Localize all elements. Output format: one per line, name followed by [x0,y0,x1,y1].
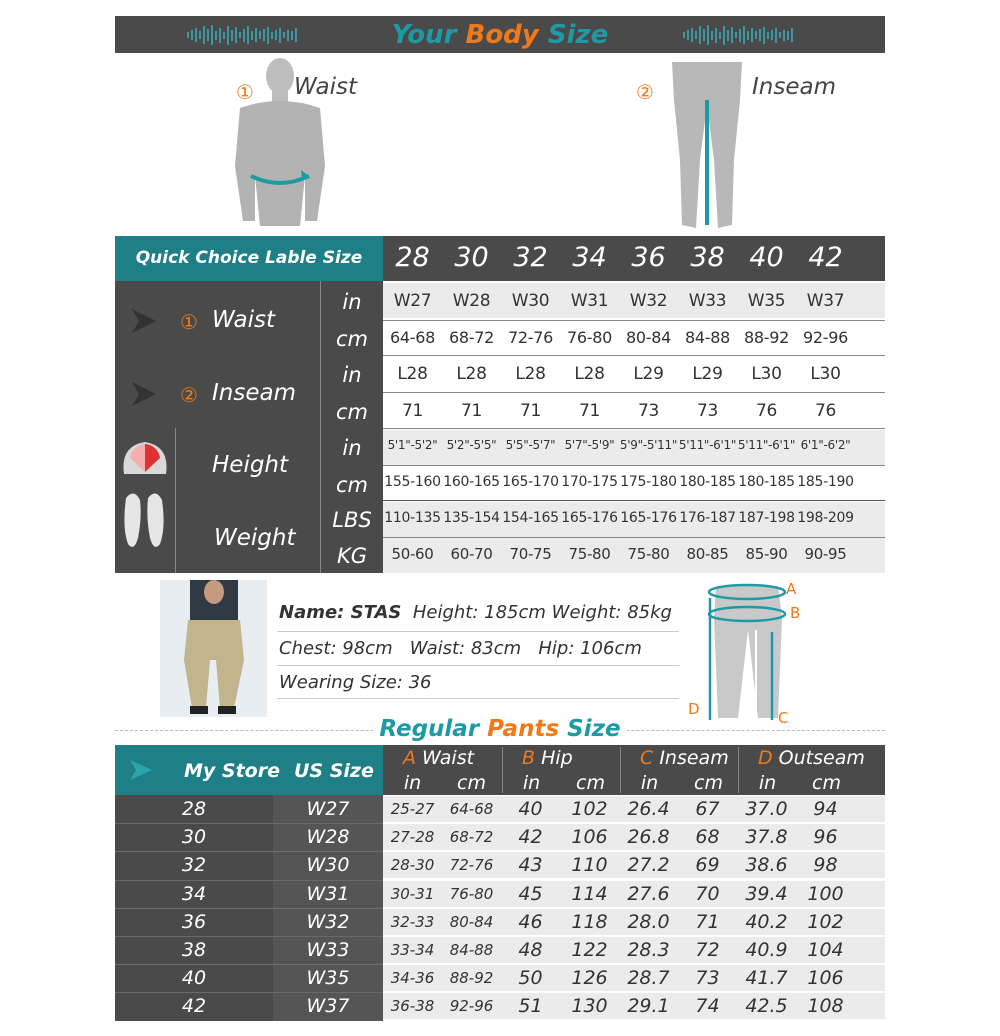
size-header-value: 34 [572,242,607,273]
sub-header-in: in [640,772,659,794]
row-separator [383,355,885,356]
weighing-scale-icon [120,438,170,478]
us-size-value: W28 [306,826,350,849]
measurement-cell: 37.8 [745,826,788,849]
measurement-cell: 34-36 [390,969,435,988]
icon-column-divider [175,428,176,573]
quick-table-cell: 60-70 [450,545,493,563]
row-separator [115,964,383,965]
size-header-value: 28 [395,242,430,273]
measurement-group-header [403,747,474,769]
quick-table-cell: 154-165 [502,510,559,526]
group-divider [738,747,739,793]
model-wearing-size: Wearing Size: 36 [279,672,432,693]
quick-table-cell: W37 [806,291,845,311]
group-letter: B [522,747,536,769]
sub-header-in: in [758,772,777,794]
measurement-cell: 40 [518,798,543,820]
quick-table-cell: 110-135 [384,510,441,526]
my-store-size: 30 [181,826,207,849]
quick-table-cell: 6'1"-6'2" [800,438,851,452]
group-name: Hip [535,747,573,769]
group-divider [502,747,503,793]
group-name: Waist [416,747,475,769]
my-store-size: 32 [181,854,207,877]
measurement-cell: 36-38 [390,997,435,1016]
size-header-value: 36 [631,242,666,273]
quick-table-cell: 5'7"-5'9" [564,438,615,452]
inseam-figure-label: Inseam [752,74,836,100]
quick-choice-header-label: Quick Choice Lable Size [135,248,363,268]
diagram-label-b: B [790,604,801,622]
quick-table-cell: 160-165 [443,474,500,490]
sub-header-in: in [403,772,422,794]
model-weight: Weight: 85kg [551,602,672,623]
measurement-cell: 27.6 [627,882,670,905]
quick-table-cell: 75-80 [568,545,611,563]
quick-table-cell: 64-68 [390,328,435,347]
measurement-cell: 110 [571,854,608,877]
measurement-cell: 50 [518,967,543,990]
quick-table-cell: 75-80 [627,545,670,563]
inseam-number-marker: ② [636,80,654,104]
size-header-value: 30 [454,242,489,273]
measurement-cell: 71 [695,910,720,933]
measurement-cell: 39.4 [745,882,788,905]
weight-kg-unit: KG [336,544,368,568]
model-waist: Waist: 83cm [409,638,522,659]
quick-table-cell: 198-209 [797,510,854,526]
regular-pants-title [0,716,1000,742]
banner-word-your: Your [391,20,457,50]
measurement-cell: 28.0 [627,910,670,933]
measurement-cell: 28.3 [627,939,670,961]
measurement-cell: 32-33 [390,912,435,931]
measurement-cell: 37.0 [745,798,788,820]
measurement-cell: 74 [695,995,720,1018]
legs-figure-illustration [662,60,752,232]
title-banner [115,16,885,53]
height-row-label: Height [212,452,289,478]
measurement-cell: 126 [571,967,608,990]
measurement-cell: 67 [695,798,720,820]
measurement-cell: 48 [518,939,543,961]
quick-table-cell: 5'2"-5'5" [446,438,497,452]
model-photo [160,580,267,717]
row-separator [115,823,383,824]
row-separator [383,500,885,501]
measurement-cell: 118 [571,910,608,933]
group-divider [620,747,621,793]
group-name: Outseam [772,747,865,769]
measurement-cell: 28-30 [390,856,435,875]
quick-table-cell: 73 [696,401,719,421]
sub-header-in: in [522,772,541,794]
measurement-cell: 64-68 [449,800,494,818]
quick-table-cell: 68-72 [449,328,494,347]
my-store-size: 40 [181,967,207,990]
banner-word-body: Body [465,20,539,50]
diagram-label-d: D [688,700,700,718]
weight-row-label: Weight [214,525,296,551]
footprints-icon [120,488,170,554]
quick-table-cell: W27 [393,291,432,311]
measurement-cell: 25-27 [390,800,435,818]
measurement-cell: 40.9 [745,939,788,961]
measurement-cell: 94 [813,798,838,820]
inseam-row-number: ② [180,383,198,407]
quick-table-cell: 135-154 [443,510,500,526]
us-size-value: W33 [306,939,350,961]
arrow-pointer-icon [130,307,158,335]
pants-word: Pants [487,716,560,742]
measurement-cell: 108 [807,995,844,1018]
us-size-value: W35 [306,967,350,990]
diagram-label-a: A [786,580,797,598]
model-height: Height: 185cm [412,602,546,623]
sub-header-cm: cm [812,772,841,794]
measurement-cell: 98 [813,854,838,877]
banner-word-size: Size [547,20,609,50]
measurement-cell: 73 [695,967,720,990]
quick-table-cell: 165-176 [620,510,677,526]
quick-table-cell: W31 [570,291,609,311]
row-separator [115,851,383,852]
size-header-value: 40 [749,242,784,273]
quick-table-cell: 76 [755,401,778,421]
measurement-cell: 40.2 [745,910,788,933]
measurement-cell: 42.5 [745,995,788,1018]
quick-table-cell: 76 [814,401,837,421]
measurement-cell: 68 [695,826,720,849]
quick-table-cell: W35 [747,291,786,311]
my-store-header: My Store [184,760,280,782]
measurement-cell: 88-92 [449,969,494,988]
quick-table-cell: L28 [397,364,428,384]
waist-in-unit: in [342,290,362,314]
waist-cm-unit: cm [335,327,368,351]
measurement-cell: 76-80 [449,884,494,903]
waist-number-marker: ① [236,80,254,104]
arrow-pointer-icon [128,758,154,782]
measurement-cell: 29.1 [627,995,670,1018]
model-name-line [279,602,672,623]
quick-table-cell: 180-185 [679,474,736,490]
quick-table-cell: 5'9"-5'11" [619,438,678,452]
model-chest: Chest: 98cm [279,638,393,659]
inseam-in-unit: in [342,363,362,387]
waist-row-number: ① [180,310,198,334]
measurement-cell: 30-31 [390,884,435,903]
measurement-cell: 43 [518,854,543,877]
quick-table-cell: 165-170 [502,474,559,490]
group-name: Inseam [653,747,729,769]
row-separator [383,320,885,321]
measurement-cell: 38.6 [745,854,788,877]
us-size-value: W27 [306,798,350,820]
measurement-cell: 69 [695,854,720,877]
measurement-cell: 27.2 [627,854,670,877]
measurement-cell: 104 [807,939,844,961]
measurement-cell: 33-34 [390,941,435,959]
measurement-cell: 26.8 [627,826,670,849]
us-size-value: W30 [306,854,350,877]
measurement-cell: 84-88 [449,941,494,959]
quick-table-cell: 5'5"-5'7" [505,438,556,452]
size-header-value: 42 [808,242,843,273]
measurement-cell: 68-72 [449,828,494,847]
quick-table-cell: 80-84 [626,328,671,347]
group-letter: A [403,747,416,769]
measurement-cell: 106 [571,826,608,849]
inseam-row-label: Inseam [212,380,296,406]
quick-table-cell: L28 [515,364,546,384]
us-size-value: W31 [306,882,350,905]
row-separator [115,992,383,993]
measurement-cell: 46 [518,910,543,933]
quick-table-cell: W32 [629,291,668,311]
size-header-value: 38 [690,242,725,273]
quick-table-cell: 71 [519,401,542,421]
row-separator [383,392,885,393]
row-separator [383,465,885,466]
row-separator [383,537,885,538]
measurement-cell: 72 [695,939,720,961]
quick-table-cell: L30 [810,364,841,384]
model-hip: Hip: 106cm [538,638,642,659]
waist-figure-label: Waist [294,74,357,100]
measurement-cell: 42 [518,826,543,849]
quick-table-cell: L29 [633,364,664,384]
quick-table-cell: 175-180 [620,474,677,490]
size-word: Size [567,716,621,742]
height-cm-unit: cm [335,473,368,497]
measurement-cell: 45 [518,882,543,905]
quick-table-cell: W30 [511,291,550,311]
sub-header-cm: cm [457,772,486,794]
quick-table-cell: 71 [460,401,483,421]
measurement-cell: 51 [518,995,543,1018]
quick-table-cell: 170-175 [561,474,618,490]
info-divider [277,698,679,699]
measurement-cell: 92-96 [449,997,494,1016]
measurement-group-header [758,747,865,769]
measurement-cell: 28.7 [627,967,670,990]
quick-table-cell: 72-76 [508,328,553,347]
quick-table-cell: 165-176 [561,510,618,526]
measurement-cell: 122 [571,939,608,961]
measurement-cell: 70 [695,882,720,905]
inseam-cm-unit: cm [335,400,368,424]
measurement-group-header [640,747,729,769]
quick-table-cell: 187-198 [738,510,795,526]
measurement-cell: 26.4 [627,798,670,820]
quick-table-cell: 176-187 [679,510,736,526]
info-divider [277,631,679,632]
measurement-cell: 96 [813,826,838,849]
quick-table-cell: 92-96 [803,328,848,347]
quick-table-cell: 80-85 [686,545,729,563]
quick-table-cell: 84-88 [685,328,730,347]
quick-table-cell: 155-160 [384,474,441,490]
us-size-value: W37 [306,995,350,1018]
quick-table-cell: 185-190 [797,474,854,490]
row-separator [115,908,383,909]
quick-table-cell: 71 [401,401,424,421]
info-divider [277,665,679,666]
quick-table-cell: L30 [751,364,782,384]
quick-table-cell: 5'1"-5'2" [387,438,438,452]
my-store-size: 38 [181,939,207,961]
quick-table-cell: 5'11"-6'1" [737,438,796,452]
measurement-cell: 80-84 [449,912,494,931]
sub-header-cm: cm [576,772,605,794]
diagram-label-c: C [778,709,789,727]
size-header-value: 32 [513,242,548,273]
row-separator [383,428,885,429]
pants-measurement-diagram [686,578,806,726]
us-size-header: US Size [294,760,374,782]
measurement-cell: 41.7 [745,967,788,990]
measurement-group-header [522,747,573,769]
quick-table-cell: 76-80 [567,328,612,347]
measurement-cell: 106 [807,967,844,990]
quick-table-cell: L29 [692,364,723,384]
my-store-size: 42 [181,995,207,1018]
weight-lbs-unit: LBS [332,508,372,532]
measurement-cell: 130 [571,995,608,1018]
quick-table-cell: 90-95 [804,545,847,563]
waist-row-label: Waist [212,307,275,333]
row-separator [115,880,383,881]
group-letter: D [758,747,773,769]
quick-table-cell: 71 [578,401,601,421]
row-separator [115,936,383,937]
my-store-size: 36 [181,910,207,933]
measurement-cell: 102 [807,910,844,933]
quick-table-cell: 180-185 [738,474,795,490]
sub-header-cm: cm [694,772,723,794]
quick-table-cell: L28 [574,364,605,384]
us-size-value: W32 [306,910,350,933]
quick-table-cell: 70-75 [509,545,552,563]
height-in-unit: in [342,436,362,460]
quick-table-cell: L28 [456,364,487,384]
group-letter: C [640,747,654,769]
model-name: Name: STAS [279,602,402,623]
quick-table-cell: 88-92 [744,328,789,347]
regular-word: Regular [379,716,480,742]
quick-table-cell: 5'11"-6'1" [678,438,737,452]
measurement-cell: 102 [571,798,608,820]
quick-table-cell: W33 [688,291,727,311]
sound-wave-right-decoration [683,25,793,45]
quick-table-cell: W28 [452,291,491,311]
measurement-cell: 27-28 [390,828,435,847]
my-store-size: 34 [181,882,207,905]
quick-table-cell: 85-90 [745,545,788,563]
measurement-cell: 72-76 [449,856,494,875]
arrow-pointer-icon [130,380,158,408]
quick-table-cell: 73 [637,401,660,421]
measurement-cell: 100 [807,882,844,905]
quick-table-cell: 50-60 [391,545,434,563]
my-store-size: 28 [181,798,207,820]
measurement-cell: 114 [571,882,608,905]
model-measurements-line [279,638,642,659]
